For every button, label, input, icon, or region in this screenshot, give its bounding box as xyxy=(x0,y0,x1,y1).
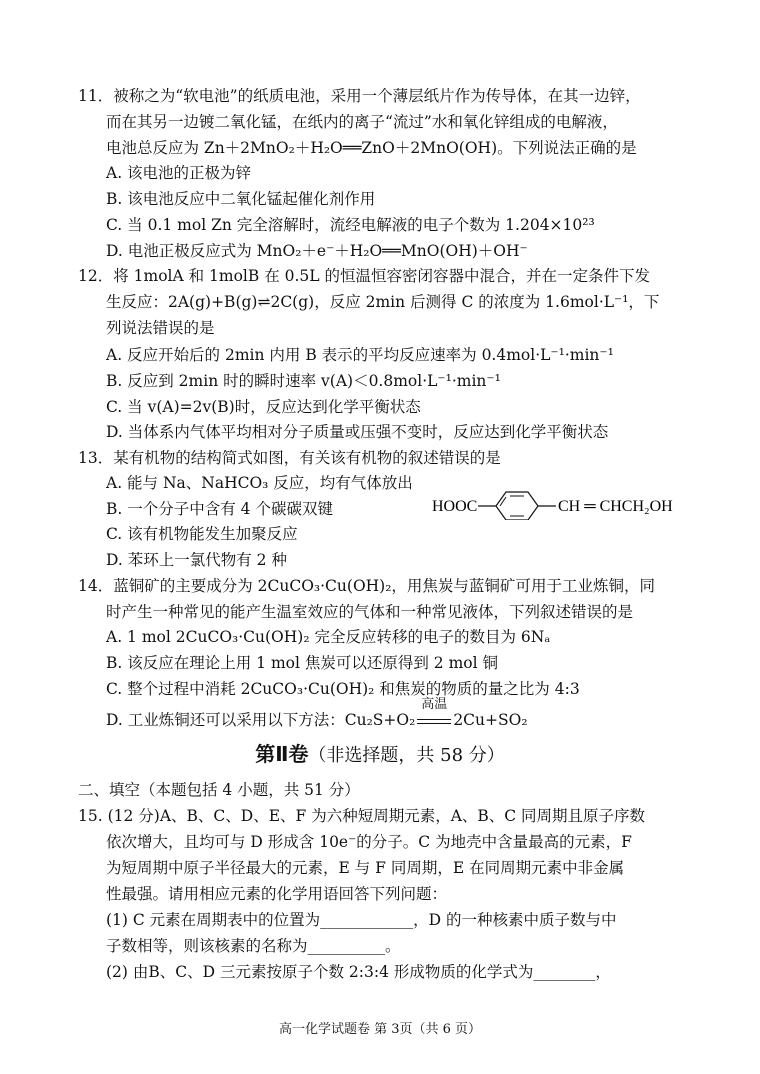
q12-option-d: D. 当体系内气体平均相对分子质量或压强不变时，反应达到化学平衡状态 xyxy=(106,423,609,441)
q12-option-a: A. 反应开始后的 2min 内用 B 表示的平均反应速率为 0.4mol·L⁻¹·min⁻¹ xyxy=(106,346,614,364)
q15-line1: 15. (12 分)A、B、C、D、E、F 为六种短周期元素，A、B、C 同周期且原子序数 xyxy=(78,807,646,825)
struct-left-group: HOOC xyxy=(432,498,478,515)
q13-option-d: D. 苯环上一氯代物有 2 种 xyxy=(106,551,287,569)
struct-right-group: CH ═ CHCH₂OH xyxy=(558,498,673,515)
q15-part2-line1: (2) 由B、C、D 三元素按原子个数 2:3:4 形成物质的化学式为________， xyxy=(106,963,611,981)
reaction-condition: 高温 xyxy=(421,697,448,712)
q12-line1: 12．将 1molA 和 1molB 在 0.5L 的恒温恒容密闭容器中混合，并在一定条件下发 xyxy=(78,267,651,285)
q15-line2: 依次增大，且均可与 D 形成含 10e⁻的分子。C 为地壳中含量最高的元素，F xyxy=(106,833,632,851)
q14-line2: 时产生一种常见的能产生温室效应的气体和一种常见液体，下列叙述错误的是 xyxy=(106,603,634,621)
q13-line1: 13．某有机物的结构简式如图，有关该有机物的叙述错误的是 xyxy=(78,449,501,467)
equals-arrow-icon xyxy=(417,719,451,724)
q12-option-b: B. 反应到 2min 时的瞬时速率 v(A)＜0.8mol·L⁻¹·min⁻¹ xyxy=(106,372,501,390)
q14-option-d-suffix: 2Cu+SO₂ xyxy=(453,711,528,729)
q11-option-d: D. 电池正极反应式为 MnO₂＋e⁻＋H₂O══MnO(OH)＋OH⁻ xyxy=(106,242,528,260)
page-footer: 高一化学试题卷 第 3页（共 6 页） xyxy=(278,1022,482,1037)
q14-option-d-prefix: D. 工业炼铜还可以采用以下方法：Cu₂S+O₂ xyxy=(106,711,416,729)
q15-part1-line1: (1) C 元素在周期表中的位置为____________，D 的一种核素中质子数与中 xyxy=(106,911,617,929)
q11-line2: 而在其另一边镀二氧化锰，在纸内的离子“流过”水和氧化锌组成的电解液， xyxy=(106,113,618,131)
part-heading: 二、填空（本题包括 4 小题，共 51 分） xyxy=(78,781,360,799)
q14-option-c: C. 整个过程中消耗 2CuCO₃·Cu(OH)₂ 和焦炭的物质的量之比为 4:3 xyxy=(106,680,580,698)
q13-option-a: A. 能与 Na、NaHCO₃ 反应，均有气体放出 xyxy=(106,474,413,492)
section-title-sub: （非选择题，共 58 分） xyxy=(308,745,505,766)
q11-option-b: B. 该电池反应中二氧化锰起催化剂作用 xyxy=(106,190,376,208)
q12-option-c: C. 当 v(A)=2v(B)时，反应达到化学平衡状态 xyxy=(106,398,421,416)
section-title xyxy=(0,738,760,767)
q11-line3: 电池总反应为 Zn＋2MnO₂＋H₂O══ZnO＋2MnO(OH)。下列说法正确的是 xyxy=(106,139,637,157)
section-title-main: 第Ⅱ卷 xyxy=(255,742,309,766)
q14-option-a: A. 1 mol 2CuCO₃·Cu(OH)₂ 完全反应转移的电子的数目为 6Nₐ xyxy=(106,628,551,646)
q11-option-c: C. 当 0.1 mol Zn 完全溶解时，流经电解液的电子个数为 1.204×10²³ xyxy=(106,216,595,234)
q15-line4: 性最强。请用相应元素的化学用语回答下列问题： xyxy=(106,885,448,903)
q14-option-b: B. 该反应在理论上用 1 mol 焦炭可以还原得到 2 mol 铜 xyxy=(106,654,499,672)
q14-option-d xyxy=(106,697,528,730)
q15-line3: 为短周期中原子半径最大的元素，E 与 F 同周期，E 在同周期元素中非金属 xyxy=(106,859,625,877)
q11-option-a: A. 该电池的正极为锌 xyxy=(106,164,252,182)
q13-option-c: C. 该有机物能发生加聚反应 xyxy=(106,525,298,543)
q14-line1: 14．蓝铜矿的主要成分为 2CuCO₃·Cu(OH)₂，用焦炭与蓝铜矿可用于工业炼铜，同 xyxy=(78,577,655,595)
q12-line2: 生反应：2A(g)+B(g)⇌2C(g)，反应 2min 后测得 C 的浓度为 1.6mol·L⁻¹，下 xyxy=(106,293,660,311)
structural-formula xyxy=(432,490,712,520)
q15-part1-line2: 子数相等，则该核素的名称为__________。 xyxy=(106,937,401,955)
q13-option-b: B. 一个分子中含有 4 个碳碳双键 xyxy=(106,500,333,518)
q11-line1: 11．被称之为“软电池”的纸质电池，采用一个薄层纸片作为传导体，在其一边锌， xyxy=(78,87,641,105)
q12-line3: 列说法错误的是 xyxy=(106,319,215,337)
